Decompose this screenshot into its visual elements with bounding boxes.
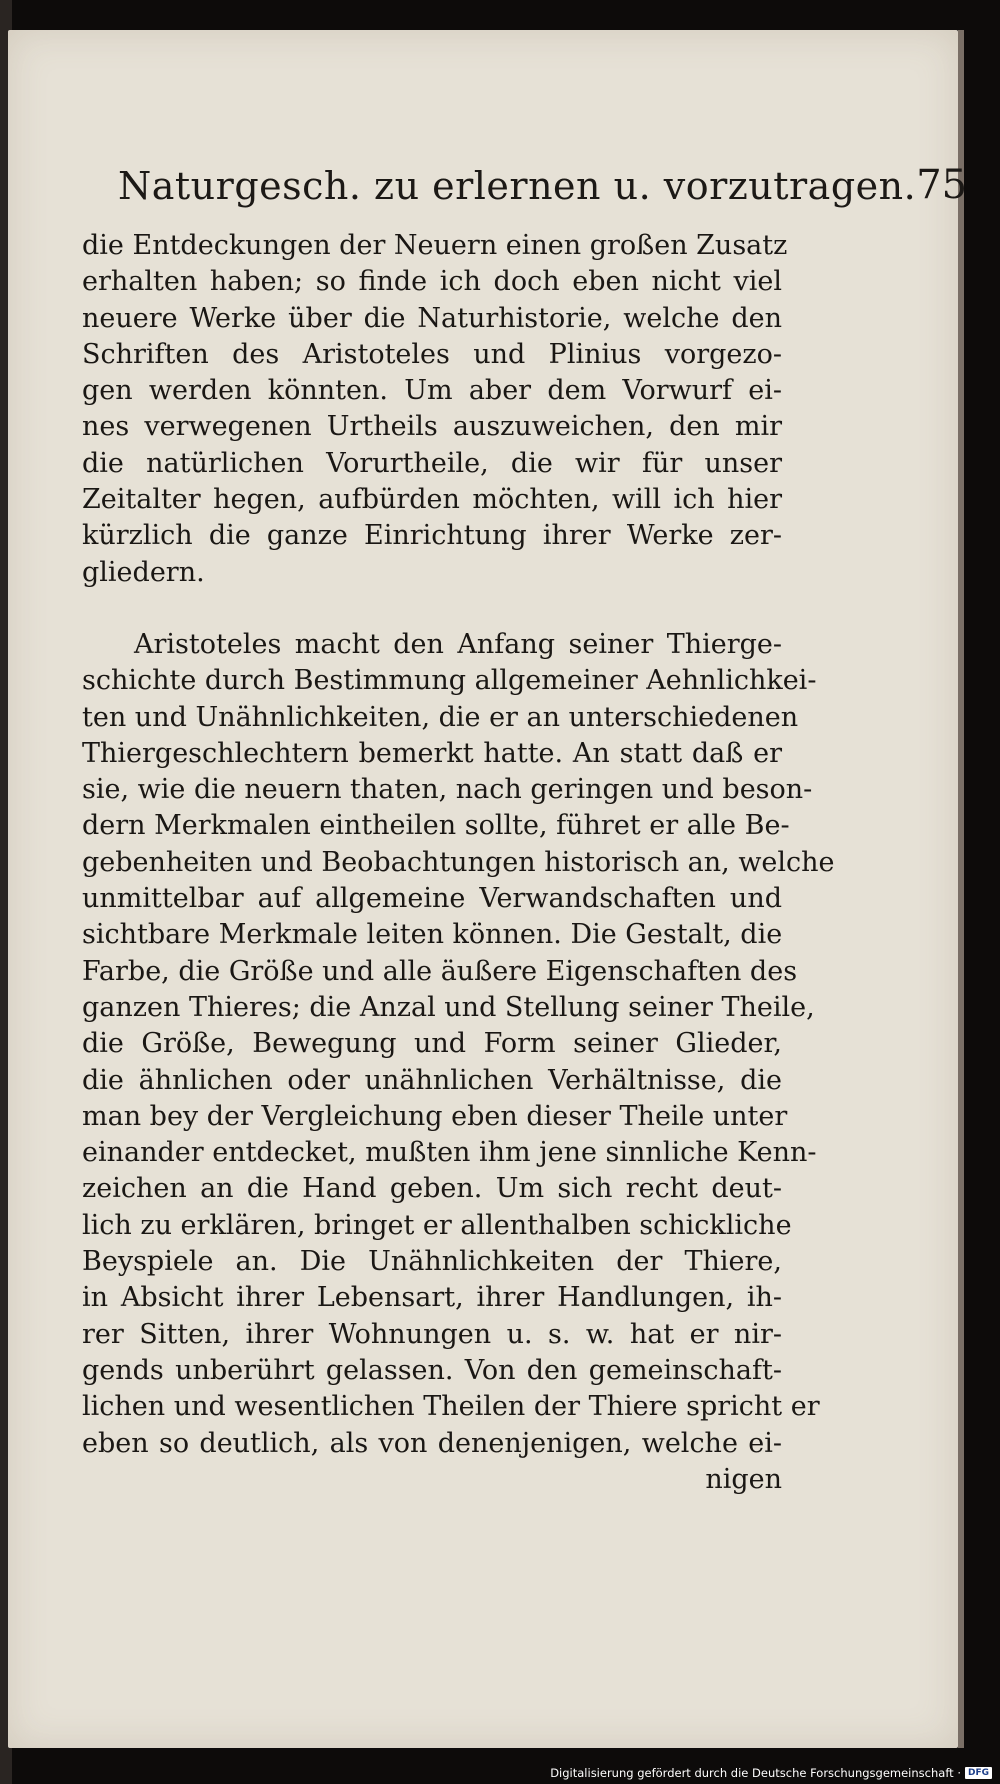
catchword: nigen bbox=[705, 1463, 782, 1495]
text-line: gen werden könnten. Um aber dem Vorwurf ei- bbox=[82, 375, 782, 407]
text-line: sie, wie die neuern thaten, nach geringen und beson- bbox=[82, 774, 813, 806]
running-title: Naturgesch. zu erlernen u. vorzutragen. bbox=[118, 164, 917, 208]
text-line: die Entdeckungen der Neuern einen großen Zusatz bbox=[82, 230, 788, 261]
credit-text: Digitalisierung gefördert durch die Deutsche Forschungsgemeinschaft · bbox=[550, 1766, 961, 1780]
text-line: rer Sitten, ihrer Wohnungen u. s. w. hat er nir- bbox=[82, 1318, 782, 1350]
text-line: die natürlichen Vorurtheile, die wir für unser bbox=[82, 447, 782, 479]
paragraph-1 bbox=[82, 228, 788, 591]
text-line: lich zu erklären, bringet er allenthalben schickliche bbox=[82, 1209, 792, 1241]
text-line: Thiergeschlechtern bemerkt hatte. An statt daß er bbox=[82, 737, 782, 769]
page-edge-shadow bbox=[958, 30, 964, 1748]
text-line: unmittelbar auf allgemeine Verwandschaften und bbox=[82, 883, 782, 915]
text-line: ten und Unähnlichkeiten, die er an unterschiedenen bbox=[82, 701, 799, 733]
text-line: Schriften des Aristoteles und Plinius vorgezo- bbox=[82, 338, 782, 370]
paragraph-2 bbox=[82, 627, 835, 1462]
dfg-logo-icon: DFG bbox=[965, 1767, 992, 1779]
digitization-credit bbox=[550, 1766, 992, 1780]
text-line: eben so deutlich, als von denenjenigen, welche ei- bbox=[82, 1427, 782, 1459]
text-line: ganzen Thieres; die Anzal und Stellung seiner Theile, bbox=[82, 991, 815, 1023]
text-line: dern Merkmalen eintheilen sollte, führet er alle Be- bbox=[82, 810, 790, 842]
text-line: die ähnlichen oder unähnlichen Verhältnisse, die bbox=[82, 1064, 782, 1096]
text-line: erhalten haben; so finde ich doch eben nicht viel bbox=[82, 266, 782, 298]
text-line: einander entdecket, mußten ihm jene sinnliche Kenn- bbox=[82, 1137, 817, 1169]
text-line: Beyspiele an. Die Unähnlichkeiten der Thiere, bbox=[82, 1246, 782, 1278]
text-line: nes verwegenen Urtheils auszuweichen, den mir bbox=[82, 411, 782, 443]
text-line: gebenheiten und Beobachtungen historisch an, welche bbox=[82, 846, 835, 878]
text-line: in Absicht ihrer Lebensart, ihrer Handlungen, ih- bbox=[82, 1282, 782, 1314]
text-line: die Größe, Bewegung und Form seiner Glieder, bbox=[82, 1028, 782, 1060]
text-line: sichtbare Merkmale leiten können. Die Gestalt, die bbox=[82, 919, 783, 951]
text-line: man bey der Vergleichung eben dieser Theile unter bbox=[82, 1100, 788, 1132]
text-line: Farbe, die Größe und alle äußere Eigenschaften des bbox=[82, 955, 798, 987]
body-text bbox=[82, 228, 835, 1498]
text-line: gliedern. bbox=[82, 556, 205, 588]
text-line: zeichen an die Hand geben. Um sich recht deut- bbox=[82, 1173, 782, 1205]
text-line: gends unberührt gelassen. Von den gemeinschaft- bbox=[82, 1354, 782, 1386]
text-line: neuere Werke über die Naturhistorie, welche den bbox=[82, 302, 782, 334]
paragraph-gap bbox=[82, 591, 782, 627]
text-line: Aristoteles macht den Anfang seiner Thierge- bbox=[134, 628, 782, 660]
running-header bbox=[118, 148, 968, 208]
text-line: lichen und wesentlichen Theilen der Thiere spricht er bbox=[82, 1391, 820, 1423]
page-number: 75 bbox=[916, 162, 968, 208]
text-line: schichte durch Bestimmung allgemeiner Aehnlichkei- bbox=[82, 665, 817, 697]
text-line: kürzlich die ganze Einrichtung ihrer Werke zer- bbox=[82, 520, 782, 552]
text-line: Zeitalter hegen, aufbürden möchten, will ich hier bbox=[82, 484, 782, 516]
